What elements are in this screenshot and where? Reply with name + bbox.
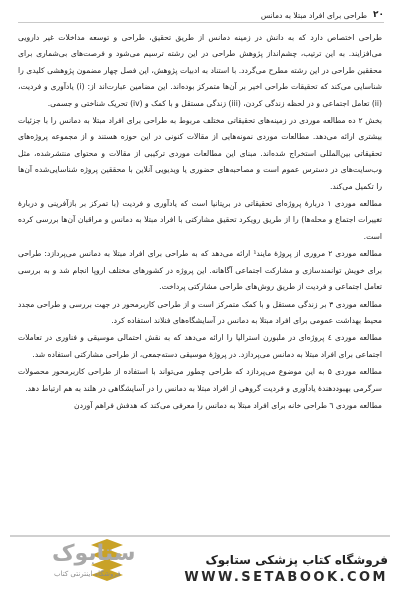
- paragraph: طراحی اختصاص دارد که به دانش در زمینه دمانس از طریق تحقیق، طراحی و توسعه مداخلات غیر دارویی می‌افزایند. به این ترتیب، چشم‌انداز پژوهش طراحی در این رشته ترسیم می‌شود و فرصت‌های بی‌شماری برای محققین طراحی در این رشته مطرح می‌گردد. با استناد به ادبیات پژوهش، این فصل چهار مضمون پژوهشی کلیدی را شناسایی می‌کند که تحقیقات طراحی اخیر بر آن‌ها متمرکز بوده‌اند. این مضامین عبارت‌اند از: (i) یادآوری و فردیت، (ii) تعامل اجتماعی و در لحظه زندگی کردن، (iii) زندگی مستقل و با کمک و (iv) تحریک شناختی و جسمی.: [18, 33, 382, 108]
- page-number: ۲۰: [373, 10, 384, 20]
- paragraph: مطالعه موردی ۱ دربارهٔ پروژه‌ای تحقیقاتی در بریتانیا است که یادآوری و فردیت (با تمرکز بر بازآفرینی و دربارهٔ تغییرات اجتماع و محله‌ها) را از طریق رویکرد تحقیق مشارکتی با افراد مبتلا به دمانس و مراقبان آن‌ها بررسی کرده است.: [18, 199, 382, 241]
- paragraph: مطالعه موردی ٦ طراحی خانه برای افراد مبتلا به دمانس را معرفی می‌کند که هدفش فراهم آوردن: [74, 400, 382, 410]
- running-title: طراحی برای افراد مبتلا به دمانس: [260, 10, 367, 20]
- running-header: [18, 8, 384, 23]
- paragraph: مطالعه موردی ۵ به این موضوع می‌پردازد که طراحی چطور می‌تواند با استفاده از طراحی کاربرمحور محصولات سرگرمی بهبوددهندهٔ یادآوری و فردیت گروهی از افراد مبتلا به دمانس را در آسایشگاهی در هلند به هم ارتباط دهد.: [18, 367, 382, 393]
- body-text: [18, 30, 382, 415]
- paragraph: مطالعه موردی ۲ مروری از پروژهٔ مایند¹ ارائه می‌دهد که به طراحی برای افراد مبتلا به دمانس می‌پردازد: طراحی برای خویش توانمندسازی و مشارکت اجتماعی آگاهانه. این پروژه در کشورهای مختلف اروپا انجام شد و به بررسی تعامل اجتماعی و فردیت از طریق روش‌های طراحی مشارکتی پرداخت.: [18, 249, 382, 292]
- shop-name: فروشگاه کتاب پزشکی ستابوک: [205, 553, 388, 567]
- logo-tagline: فروشگاه اینترنتی کتاب: [54, 570, 121, 578]
- paragraph: مطالعه موردی ٤ پروژه‌ای در ملبورن استرالیا را ارائه می‌دهد که به نقش احتمالی موسیقی و فناوری در تعاملات اجتماعی برای افراد مبتلا به دمانس می‌پردازد. در پروژهٔ موسیقی دسته‌جمعی، از طراحی مشارکتی استفاده شد.: [18, 333, 382, 359]
- shop-url-link[interactable]: WWW.SETABOOK.COM: [184, 570, 388, 585]
- publisher-footer: [0, 529, 400, 589]
- footer-divider: [10, 535, 390, 537]
- paragraph: مطالعه موردی ۳ بر زندگی مستقل و با کمک متمرکز است و از طراحی کاربرمحور در جهت بررسی و طراحی مجدد محیط بهداشت عمومی برای افراد مبتلا به دمانس در آسایشگاه‌های فنلاند استفاده کرد.: [18, 299, 382, 325]
- logo-wordmark: ستابوک: [52, 541, 136, 566]
- setabook-logo: [12, 539, 136, 587]
- paragraph: بخش ۲ ده مطالعه موردی در زمینه‌های تحقیقاتی مختلف مربوط به طراحی برای افراد مبتلا به دمانس را با جزئیات بیشتری ارائه می‌دهد. مطالعات موردی نمونه‌هایی از مقالات کنونی در این حوزه هستند و از مجموعه پروژه‌های تحقیقاتی بین‌المللی استخراج شده‌اند. مبنای این مطالعات موردی ترکیبی از مقالات و محتوای منتشرشده، مثل وب‌سایت‌های در دسترس عموم است و مصاحبه‌های حضوری یا ویدیویی آنلاین با محققین پروژه شناسایی‌شده آن‌ها را تکمیل می‌کند.: [18, 116, 382, 191]
